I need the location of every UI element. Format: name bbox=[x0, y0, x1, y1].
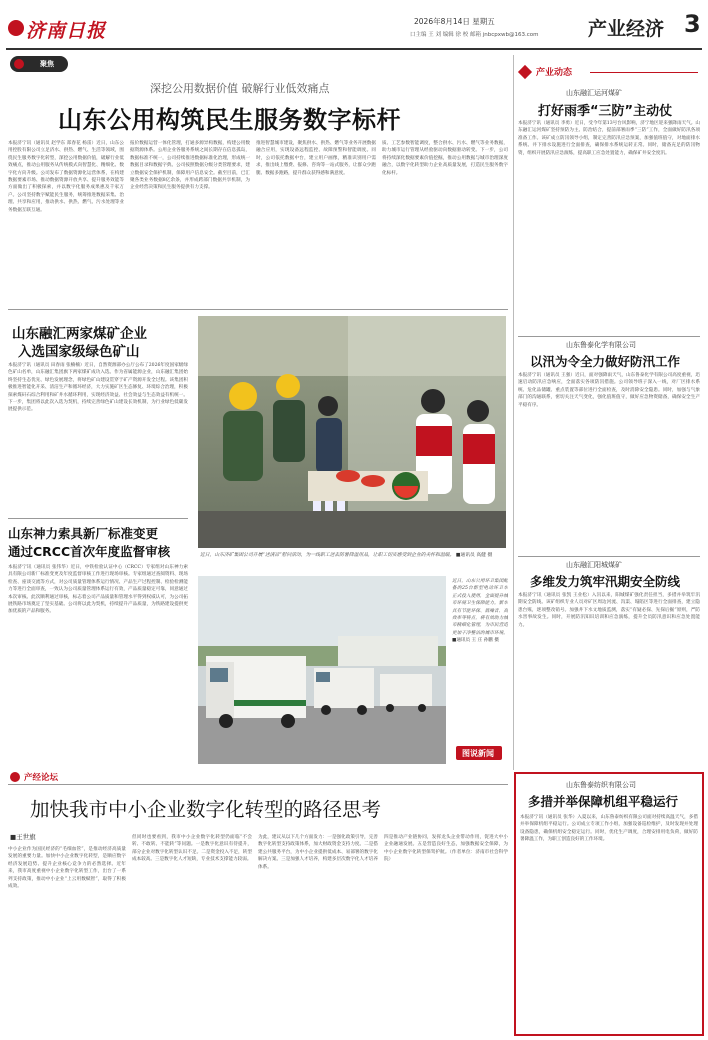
right-article-headline: 多措并举保障机组平稳运行 bbox=[528, 794, 679, 809]
camera-icon bbox=[14, 59, 24, 69]
forum-tag bbox=[10, 770, 120, 784]
tag-bullet-icon bbox=[10, 772, 20, 782]
forum-col-3: 为此，建议从以下几个方面发力：一是强化政策引导，完善数字化转型支持政策体系，加大财政资金支持力度。二是搭建公共服务平台，为中小企业提供低成本、易部署的数字化解决方案。三是加强人才培养，构建多层次数字化人才培养体系。 bbox=[258, 835, 378, 870]
story-col-2: 报价数据运营一体化管理，打通多源异构数据，构建公用数据资源体系。公用企业各服务系统之间长期存在信息孤岛，数据标准不统一，公司持续推进数据标准化治理，形成统一数据目录和数据字典。公司按照数据分级分类管理要求，建立数据安全保护机制，保障用户信息安全。截至目前，已汇聚各类业务数据8亿余条，并形成跨部门数据共享机制，为企业经营决策和民生服务提供有力支撑。 bbox=[130, 141, 250, 191]
tag-bullet-icon bbox=[518, 65, 532, 79]
forum-col-4: 四是推动产业链协同，发挥龙头企业带动作用，促进大中小企业融通发展。五是营造良好生态，加强数据安全保障，为中小企业数字化转型保驾护航。（作者单位：济南市社会科学院） bbox=[384, 835, 508, 863]
forum-top-rule bbox=[8, 784, 508, 785]
workers-photo bbox=[198, 316, 506, 548]
photo-caption bbox=[200, 552, 506, 559]
right-article-body: 本报济宁讯（通讯员 李勇）近日，受今年第13号台风影响，济宁地区迎来强降雨天气。山东融汇运河煤矿坚持预防为主、防治结合，提前部署雨季“三防”工作，全面做好防汛各项准备工作。该矿成立防汛领导小组，制定完善防汛应急预案，加强值班值守，对地面排水系统、井下排水设施进行全面排查，确保排水系统运转正常。同时，储备充足的防汛物资，组织开展防汛应急演练，提高职工应急处置能力，确保矿井安全度汛。 bbox=[518, 121, 700, 156]
page-number: 3 bbox=[684, 10, 701, 38]
photo-caption-text: 近日，山东济矿集团公司开展“送清凉”慰问活动，为一线职工送去防暑降温用品，让职工切实感受到企业的关怀和温暖。 bbox=[200, 553, 455, 558]
forum-author: ■王世旗 bbox=[10, 833, 36, 841]
photo-credit: ■通讯员 高健 摄 bbox=[455, 553, 493, 558]
right-article-body: 本报济宁讯（通讯员 张华）入夏以来，山东鲁泰纺织有限公司面对持续高温天气，多措并举保障机组平稳运行。公司成立专项工作小组，加强设备巡检维护，及时发现并处理设备隐患，确保机组安全稳定运行。同时，优化生产调度，合理安排用电负荷，做好防暑降温工作，为职工创造良好的工作环境。 bbox=[520, 815, 698, 843]
right-article-headline: 打好雨季“三防”主动仗 bbox=[538, 104, 673, 119]
masthead-rule bbox=[6, 48, 702, 50]
horizontal-divider bbox=[518, 336, 700, 337]
right-article-body: 本报济宁讯（通讯员 张凯 王业松）入汛以来，阳城煤矿强化责任担当，多措并举筑牢汛期安全防线。该矿组织专业人员对矿区周边河流、沟渠、塌陷区等进行全面排查，建立隐患台账，逐项整改销号。加强井下水文地质监测，落实“有疑必探、先探后掘”原则，严防水害事故发生。同时，开展防汛知识培训和应急演练，提升全员防汛意识和应急处置能力。 bbox=[518, 593, 700, 628]
right-article-org: 山东鲁泰纺织有限公司 bbox=[566, 781, 636, 789]
small-photo-caption-text: 近日，山东公用环卫集团配备的25台新型电动环卫车正式投入使用，全面提升城市环境卫生保障能力。新车具有节能环保、低噪音、高效率等特点，将有效助力城市精细化管理，为市民营造更加干净整洁的城市环境。 bbox=[452, 579, 508, 636]
article-headline-1: 山东融汇两家煤矿企业 bbox=[12, 326, 147, 342]
editor-line: 口主编 王 刘 编辑 徐 校 邮箱 jnbcpxwb@163.com bbox=[410, 32, 539, 38]
tag-rule bbox=[590, 72, 698, 73]
article-body: 本报济宁讯（通讯员 田春雨 张楠楠）近日，自然资源部办公厅公布了2026年度国家级绿色矿山名单，山东融汇集团旗下两家煤矿成功入选。作为省属能源企业，山东融汇集团始终坚持生态优先、绿色发展理念，将绿色矿山建设贯穿于矿产资源开发全过程。该集团积极推进智能化开采、清洁生产和循环经济，大力实施矿区生态修复、环境综合治理，积极探索煤矸石综合利用和矿井水循环利用，实现经济效益、社会效益与生态效益有机统一。下一步，集团将以此次入选为契机，持续完善绿色矿山建设长效机制，为行业绿色低碳发展提供示范。 bbox=[8, 363, 188, 413]
forum-col-2: 但同时也要看到，我市中小企业数字化转型仍面临“不会转、不敢转、不能转”等问题。一是数字化意识有待提升，部分企业对数字化转型认识不足。二是资金投入不足，转型成本较高。三是数字化人才短缺，专业技术支撑能力较弱。 bbox=[132, 835, 252, 863]
newspaper-logo: 济南日报 bbox=[26, 20, 107, 42]
horizontal-divider bbox=[518, 556, 700, 557]
right-article-headline: 多维发力筑牢汛期安全防线 bbox=[530, 574, 681, 589]
story-kicker: 深挖公用数据价值 破解行业低效痛点 bbox=[150, 82, 330, 95]
right-article-org: 山东鲁泰化学有限公司 bbox=[566, 341, 636, 349]
small-photo-caption bbox=[452, 578, 508, 738]
article-headline-2: 通过CRCC首次年度监督审核 bbox=[8, 544, 171, 559]
photo-news-stamp-label: 图说新闻 bbox=[462, 749, 494, 758]
horizontal-divider bbox=[8, 309, 508, 310]
horizontal-divider bbox=[8, 518, 188, 519]
story-col-1: 本报济宁讯（通讯员 赵学东 郑春花 杨雷）近日，山东公用控股有限公司立足济水、供热、燃气、生活等领域，围绕民生服务数字化转型，深挖公用数据价值，破解行业低效痛点，推动公用服务从传统模式向智慧化、精细化、数字化方向升级。公司发布了数据资源化运营体系，在构建数据要素市场、推动数据资源开放共享、提升服务效能等方面做出了积极探索，并以数字化服务成果惠及千家万户。公司坚持数字赋能民生服务，统筹推进数据采集、治理、共享和应用，推动供水、供热、燃气、污水处理等业务数据互联互通。 bbox=[8, 141, 124, 213]
workers-photo-illustration bbox=[198, 316, 506, 548]
vertical-divider bbox=[513, 55, 514, 770]
right-article-headline: 以汛为令全力做好防汛工作 bbox=[530, 354, 681, 369]
small-photo-credit: ■通讯员 王 庄 孙鹏 摄 bbox=[452, 638, 499, 644]
story-headline: 山东公用构筑民生服务数字标杆 bbox=[58, 106, 401, 134]
right-article-body: 本报济宁讯（通讯员 王强）近日，面对强降雨天气，山东鲁泰化学有限公司高度重视，迅速启动防汛应急响应，全面落实各项防汛措施。公司领导班子深入一线，对厂区排水系统、危化品储罐、重点装置等部位进行全面检查，及时消除安全隐患。同时，加强与气象部门的沟通联系，密切关注天气变化，强化值班值守，做好应急物资储备，确保安全生产平稳有序。 bbox=[518, 373, 700, 408]
focus-tag bbox=[10, 56, 68, 72]
trucks-photo bbox=[198, 576, 446, 764]
article-body: 本报济宁讯（通讯员 张伟华）近日，中铁检验认证中心（CRCC）专家组对山东神力索具有限公司新厂标准变更及年度监督审核工作进行现场审核。专家组通过查阅资料、现场检查、座谈交流等方式，对公司质量管理体系运行情况、产品生产过程控制、检验检测能力等进行全面审查，一致认为公司质量管理体系运行有效，产品质量稳定可靠，同意通过本次审核。此次顺利通过审核，标志着公司产品质量和管理水平得到权威认可，为公司拓展铁路市场奠定了坚实基础。公司将以此为契机，持续提升产品质量，为铁路建设提供更加优质的产品和服务。 bbox=[8, 565, 188, 615]
industry-news-tag bbox=[520, 64, 700, 80]
photo-news-stamp bbox=[456, 746, 502, 760]
masthead bbox=[0, 0, 708, 50]
article-headline-1: 山东神力索具新厂标准变更 bbox=[8, 526, 159, 541]
forum-headline: 加快我市中小企业数字化转型的路径思考 bbox=[30, 798, 382, 821]
story-col-3: 推进智慧城市建设，聚焦供水、供热、燃气等业务开展数据融合应用，实现设备远程监控、故障预警和智能调度。同时，公司依托数据中台，建立用户画像，精准识别用户需求，推出线上缴费、报修、咨询等一站式服务，让群众少跑腿、数据多跑路，提升群众获得感和满意度。 bbox=[256, 141, 376, 176]
newspaper-logo-icon bbox=[8, 20, 24, 36]
story-col-4: 质、工艺参数智能调度，整合供水、污水、燃气等业务数据，助力城市运行管理从经验驱动向数据驱动转变。下一步，公司将持续深化数据要素价值挖掘，推动公用数据与城市治理深度融合，以数字化转型助力企业高质量发展，打造民生服务数字化标杆。 bbox=[382, 141, 508, 176]
industry-news-tag-label: 产业动态 bbox=[536, 68, 573, 78]
forum-col-1: 中小企业作为国民经济的“毛细血管”，是推动经济高质量发展的重要力量。加快中小企业数字化转型，是顺应数字经济发展趋势、提升企业核心竞争力的必然选择。近年来，我市高度重视中小企业数字化转型工作，出台了一系列支持政策，推动中小企业“上云用数赋智”，取得了积极成效。 bbox=[8, 847, 126, 890]
forum-tag-label: 产经论坛 bbox=[24, 773, 59, 783]
section-title: 产业经济 bbox=[588, 18, 665, 40]
article-headline-2: 入选国家级绿色矿山 bbox=[18, 344, 140, 360]
right-article-org: 山东融汇运河煤矿 bbox=[566, 89, 622, 97]
issue-date: 2026年8月14日 星期五 bbox=[414, 17, 495, 26]
highlighted-article-box bbox=[514, 772, 704, 1036]
trucks-photo-illustration bbox=[198, 576, 446, 764]
right-article-org: 山东融汇阳城煤矿 bbox=[566, 561, 622, 569]
focus-tag-label: 聚焦 bbox=[40, 60, 54, 68]
